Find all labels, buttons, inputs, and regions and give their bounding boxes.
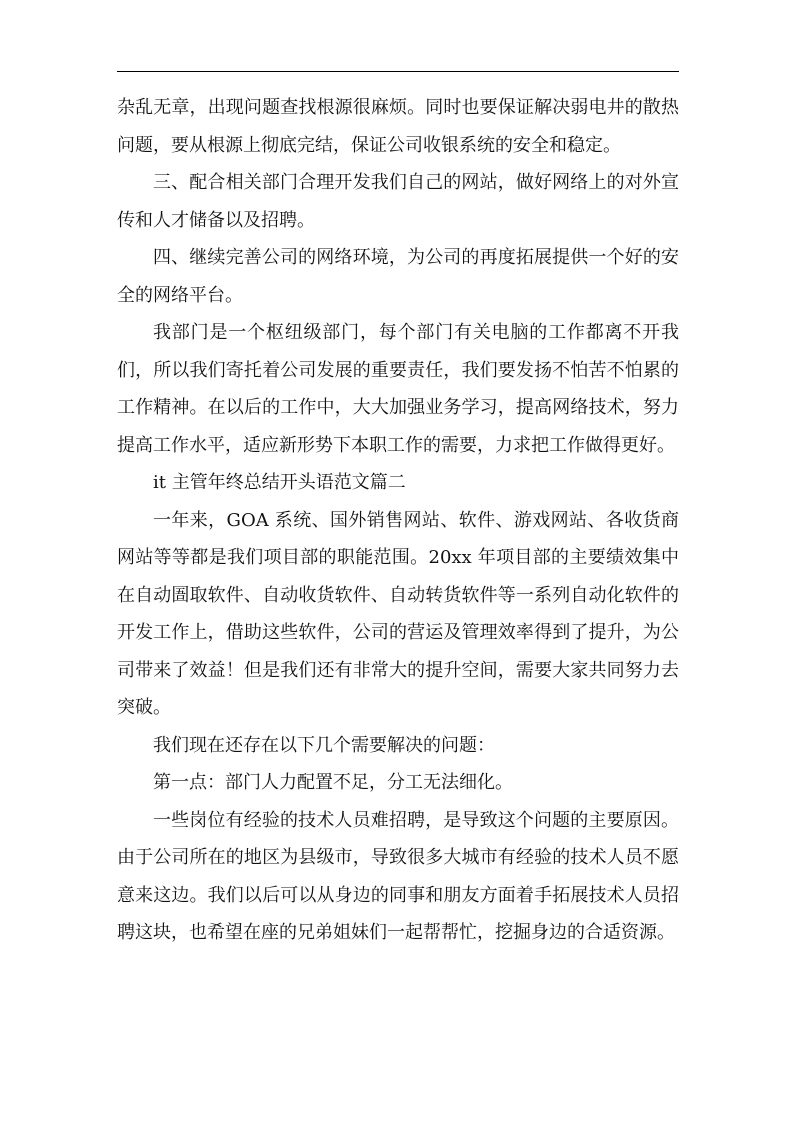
paragraph-2: 三、配合相关部门合理开发我们自己的网站，做好网络上的对外宣传和人才储备以及招聘。 [117,172,679,231]
section-heading: it 主管年终总结开头语范文篇二 [153,472,406,493]
paragraph-1: 杂乱无章，出现问题查找根源很麻烦。同时也要保证解决弱电井的散热问题，要从根源上彻底完结，保证公司收银系统的安全和稳定。 [117,97,679,156]
header-rule [117,71,679,72]
paragraph-4: 我部门是一个枢纽级部门，每个部门有关电脑的工作都离不开我们，所以我们寄托着公司发展的重要责任，我们要发扬不怕苦不怕累的工作精神。在以后的工作中，大大加强业务学习，提高网络技术，努力提高工作水平，适应新形势下本职工作的需要，力求把工作做得更好。 [117,322,679,456]
paragraph-5: 一年来，GOA 系统、国外销售网站、软件、游戏网站、各收货商网站等等都是我们项目部的职能范围。20xx 年项目部的主要绩效集中在自动圄取软件、自动收货软件、自动转货软件等一系列自动化软件的开发工作上，借助这些软件，公司的营运及管理效率得到了提升，为公司带来了效益！但是我们还有非常大的提升空间，需要大家共同努力去突破。 [117,509,679,718]
paragraph-6: 我们现在还存在以下几个需要解决的问题： [153,734,495,756]
document-body [117,89,679,952]
paragraph-7: 第一点：部门人力配置不足，分工无法细化。 [153,772,513,793]
paragraph-3: 四、继续完善公司的网络环境，为公司的再度拓展提供一个好的安全的网络平台。 [117,247,679,306]
paragraph-8: 一些岗位有经验的技术人员难招聘，是导致这个问题的主要原因。由于公司所在的地区为县级市，导致很多大城市有经验的技术人员不愿意来这边。我们以后可以从身边的同事和朋友方面着手拓展技术人员招聘这块，也希望在座的兄弟姐妹们一起帮帮忙，挖掘身边的合适资源。 [117,809,679,943]
